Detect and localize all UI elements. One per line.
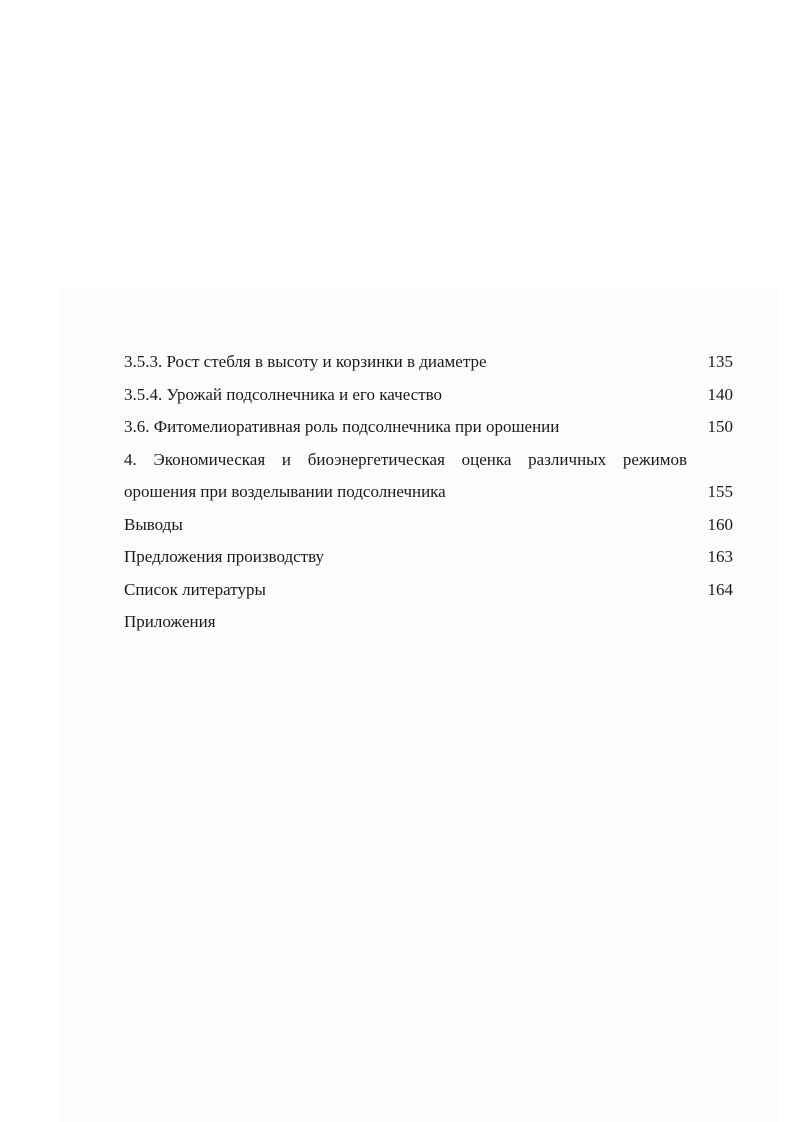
toc-entry-page: 160: [707, 514, 733, 534]
toc-entry: [124, 444, 733, 477]
toc-entry: [124, 411, 733, 444]
toc-entry: [124, 541, 733, 574]
toc-entry-page: 150: [707, 417, 733, 436]
toc-entry-title: Выводы: [124, 514, 183, 534]
toc-entry: [124, 509, 733, 542]
toc-entry: [124, 574, 733, 607]
toc-entry: [124, 346, 733, 379]
toc-entry: [124, 606, 733, 639]
toc-entry-title: Список литературы: [124, 579, 266, 599]
toc-entry-page: 155: [707, 482, 733, 501]
toc-entry-page: 163: [707, 547, 733, 566]
toc-entry-title: Приложения: [124, 612, 216, 631]
table-of-contents: [124, 346, 733, 639]
toc-entry-title: 4. Экономическая и биоэнергетическая оценка различных режимов: [124, 449, 687, 469]
toc-entry-page: 140: [707, 384, 733, 404]
toc-entry-title: орошения при возделывании подсолнечника: [124, 482, 446, 501]
toc-entry-title: 3.5.4. Урожай подсолнечника и его качество: [124, 384, 443, 404]
toc-entry-title: Предложения производству: [124, 547, 325, 566]
toc-entry-page: 164: [707, 579, 733, 599]
toc-entry: [124, 476, 733, 509]
toc-entry-title: 3.6. Фитомелиоративная роль подсолнечника при орошении: [124, 417, 560, 436]
toc-entry-page: 135: [707, 352, 733, 371]
toc-entry: [124, 379, 733, 412]
toc-entry-title: 3.5.3. Рост стебля в высоту и корзинки в диаметре: [124, 352, 487, 371]
